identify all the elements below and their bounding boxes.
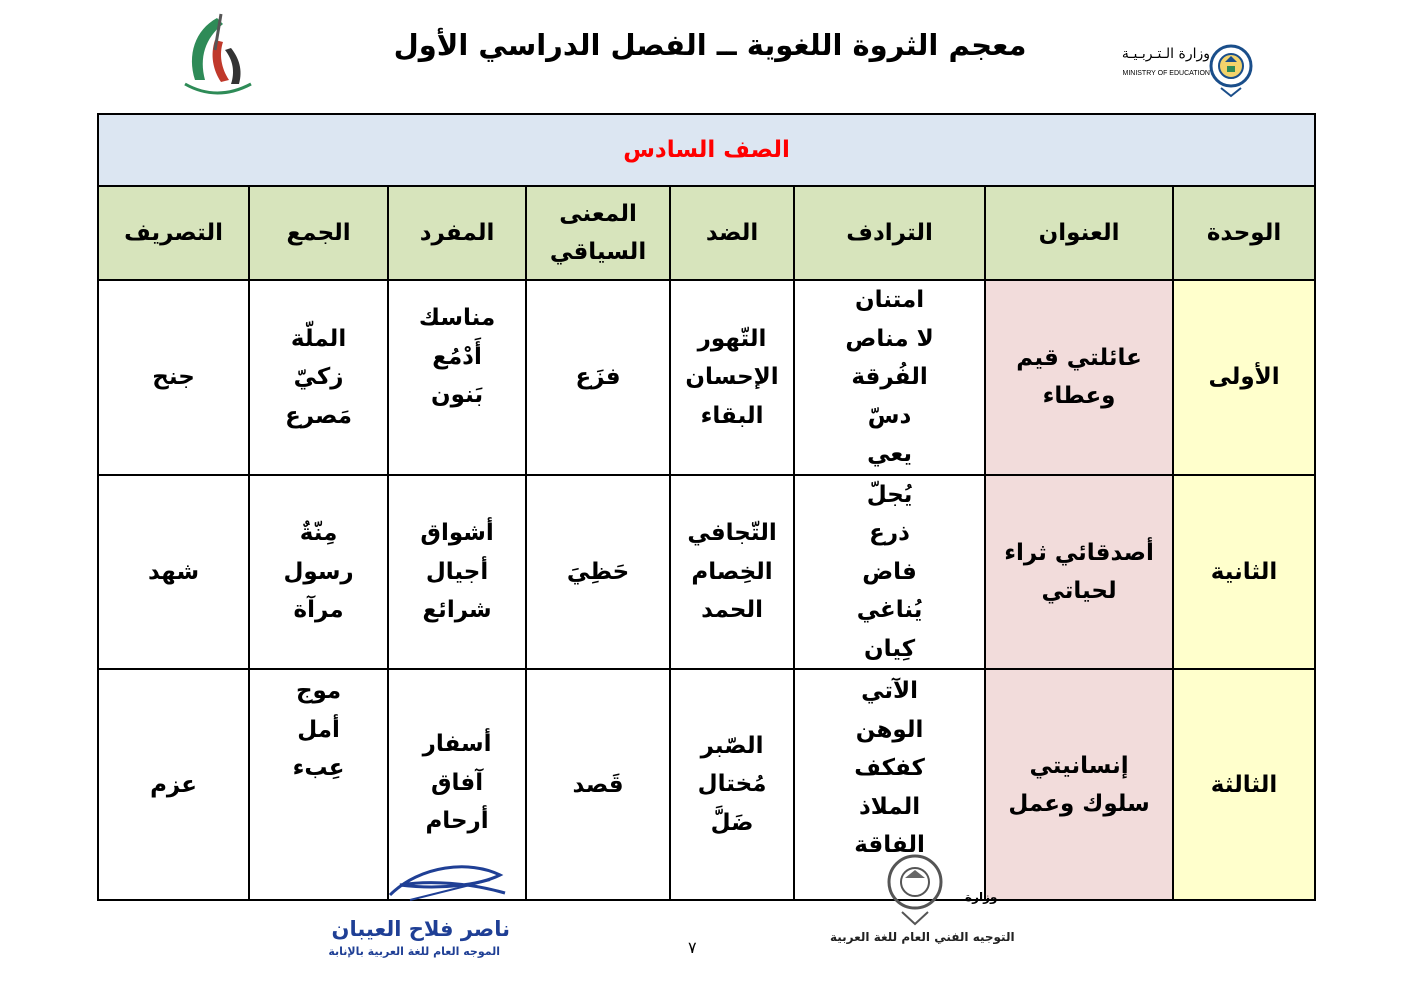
antonym-word: ضَلَّ xyxy=(710,809,754,836)
signature-role: الموجه العام للغة العربية بالإنابة xyxy=(328,945,500,958)
official-seal xyxy=(825,850,1015,960)
singular-word: شرائع xyxy=(422,597,492,623)
col-singular-header: المفرد xyxy=(388,186,526,280)
unit-cell: الثانية xyxy=(1173,475,1315,670)
signature-block xyxy=(328,855,510,965)
contextual-cell: قَصد xyxy=(526,669,670,900)
contextual-cell: فزَع xyxy=(526,280,670,475)
synonym-word: فاض xyxy=(862,558,917,585)
col-plural-header: الجمع xyxy=(249,186,388,280)
plural-word: مرآة xyxy=(293,597,344,623)
antonyms-cell xyxy=(670,475,794,670)
signature-scribble-icon xyxy=(380,855,520,915)
synonym-word: ذرع xyxy=(869,520,910,546)
synonym-word: الوهن xyxy=(855,716,924,743)
antonym-word: التّهور xyxy=(697,325,767,352)
plural-word: أمل xyxy=(297,716,340,743)
page-title: معجم الثروة اللغوية ــ الفصل الدراسي الأول xyxy=(393,28,1027,62)
synonym-word: لا مناص xyxy=(845,325,934,352)
antonym-word: التّجافي xyxy=(687,520,777,546)
singular-cell xyxy=(388,475,526,670)
singular-word: آفاق xyxy=(430,769,484,796)
title-text: عائلتي قيم وعطاء xyxy=(1016,345,1142,410)
synonym-word: يُناغي xyxy=(856,597,923,623)
supervision-logo xyxy=(175,10,260,100)
singular-cell xyxy=(388,280,526,475)
contextual-cell: حَظِيَ xyxy=(526,475,670,670)
col-synonyms-header: الترادف xyxy=(794,186,985,280)
plural-word: عِبء xyxy=(292,755,345,781)
title-cell xyxy=(985,280,1173,475)
seal-text: التوجيه الفني العام للغة العربية xyxy=(830,930,1015,944)
antonym-word: الصّبر xyxy=(700,732,764,759)
seal-emblem-icon xyxy=(870,850,960,930)
page-number: ٧ xyxy=(688,938,697,957)
synonyms-cell xyxy=(794,475,985,670)
table-row xyxy=(98,475,1315,670)
synonym-word: الآتي xyxy=(861,678,919,704)
singular-word: أشواق xyxy=(420,520,494,546)
signature-name: ناصر فلاح العيبان xyxy=(331,917,510,941)
ministry-name-en: MINISTRY OF EDUCATION xyxy=(1122,70,1210,77)
synonym-word: الفاقة xyxy=(854,832,925,858)
title-cell xyxy=(985,475,1173,670)
antonym-word: البقاء xyxy=(700,402,764,429)
title-text: أصدقائي ثراء لحياتي xyxy=(1004,539,1154,604)
title-cell xyxy=(985,669,1173,900)
plural-cell xyxy=(249,475,388,670)
antonyms-cell xyxy=(670,280,794,475)
plural-word: مَصرع xyxy=(285,402,353,429)
plural-word: مِنّةٌ xyxy=(299,520,338,546)
singular-word: أرحام xyxy=(425,808,489,834)
col-contextual-header: المعنى السياقي xyxy=(526,186,670,280)
synonym-word: كفكف xyxy=(854,755,925,781)
plural-word: رسول xyxy=(283,558,354,585)
col-unit-header: الوحدة xyxy=(1173,186,1315,280)
antonym-word: الحمد xyxy=(701,597,763,623)
conjugation-cell: جنح xyxy=(98,280,249,475)
col-title-header: العنوان xyxy=(985,186,1173,280)
singular-word: أجيال xyxy=(425,558,489,585)
antonym-word: الخِصام xyxy=(691,558,773,585)
antonym-word: مُختال xyxy=(697,771,767,798)
vocabulary-table xyxy=(97,113,1316,901)
synonym-word: دسّ xyxy=(867,402,912,429)
ministry-name-ar: وزارة الـتـربـيـة xyxy=(1121,46,1210,62)
singular-word: أسفار xyxy=(422,731,492,757)
antonym-word: الإحسان xyxy=(685,364,779,390)
table-row xyxy=(98,280,1315,475)
singular-word: أَدْمُع xyxy=(432,343,482,370)
table-row xyxy=(98,669,1315,900)
col-conjugation-header: التصريف xyxy=(98,186,249,280)
synonym-word: امتنان xyxy=(854,287,925,313)
synonym-word: يُجلّ xyxy=(866,481,913,508)
synonym-word: يعي xyxy=(867,441,912,467)
singular-word: بَنون xyxy=(431,382,484,408)
conjugation-cell: شهد xyxy=(98,475,249,670)
col-antonyms-header: الضد xyxy=(670,186,794,280)
ministry-emblem-icon xyxy=(1207,42,1255,98)
synonym-word: الفُرقة xyxy=(851,364,928,390)
plural-word: زكيّ xyxy=(293,364,344,390)
unit-cell: الأولى xyxy=(1173,280,1315,475)
synonyms-cell xyxy=(794,280,985,475)
singular-word: مناسك xyxy=(418,305,496,331)
unit-cell: الثالثة xyxy=(1173,669,1315,900)
synonym-word: الملاذ xyxy=(858,793,921,820)
synonym-word: كِيان xyxy=(864,635,916,662)
grade-title: الصف السادس xyxy=(98,114,1315,186)
seal-word: وزارة xyxy=(965,890,998,904)
title-text: إنسانيتي سلوك وعمل xyxy=(1008,752,1150,817)
plural-word: الملّة xyxy=(290,325,347,352)
ministry-logo xyxy=(1121,40,1265,100)
conjugation-cell: عزم xyxy=(98,669,249,900)
plural-cell xyxy=(249,280,388,475)
plural-word: موج xyxy=(295,678,342,704)
antonyms-cell xyxy=(670,669,794,900)
